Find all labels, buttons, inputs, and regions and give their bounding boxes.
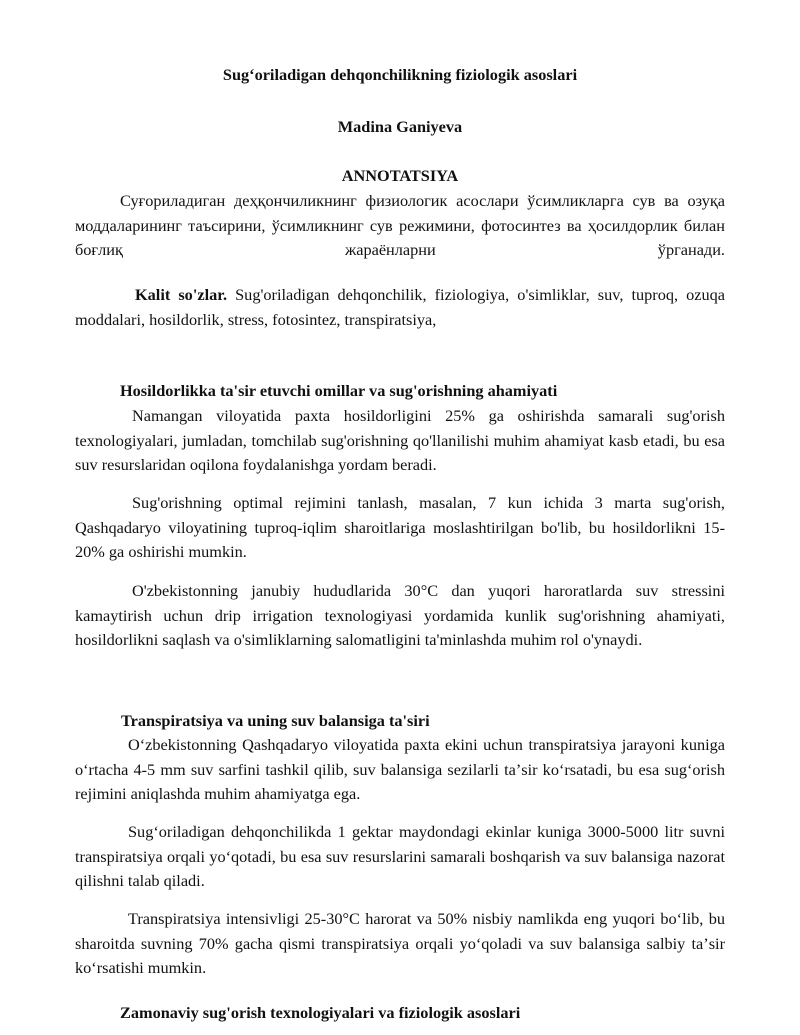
section2-paragraph-1: Oʻzbekistonning Qashqadaryo viloyatida paxta ekini uchun transpiratsiya jarayoni kuniga oʻrtacha 4-5 mm suv sarfini tashkil qilib, suv balansiga sezilarli taʼsir koʻrsatadi, bu esa sugʻorish rejimini aniqlashda muhim ahamiyatga ega. <box>75 735 725 803</box>
author-name: Madina Ganiyeva <box>337 117 463 136</box>
section1-paragraph-1: Namangan viloyatida paxta hosildorligini 25% ga oshirishda samarali sug'orish texnologiyalari, jumladan, tomchilab sug'orishning qo'llanilishi muhim ahamiyat kasb etadi, bu esa suv resurslaridan oqilona foydalanishga yordam beradi. <box>75 406 725 474</box>
keywords-text: Sug'oriladigan dehqonchilik, fiziologiya, o'simliklar, suv, tuproq, ozuqa moddalari, hosildorlik, stress, fotosintez, transpiratsiya, <box>75 285 725 329</box>
section2-paragraph-2: Sugʻoriladigan dehqonchilikda 1 gektar maydondagi ekinlar kuniga 3000-5000 litr suvni transpiratsiya orqali yoʻqotadi, bu esa suv resurslarini samarali boshqarish va suv balansiga nazorat qilishni talab qiladi. <box>75 822 725 890</box>
section2-heading: Transpiratsiya va uning suv balansiga ta'siri <box>121 711 430 730</box>
section1-paragraph-3: O'zbekistonning janubiy hududlarida 30°C dan yuqori haroratlarda suv stressini kamaytirish uchun drip irrigation texnologiyasi yordamida kunlik sug'orishning ahamiyati, hosildorlikni saqlash va o'simliklarning salomatligini ta'minlashda muhim rol o'ynaydi. <box>75 581 725 649</box>
keywords-label: Kalit so'zlar. <box>135 285 228 304</box>
section1-heading: Hosildorlikka ta'sir etuvchi omillar va sug'orishning ahamiyati <box>120 381 558 400</box>
annotation-paragraph: Суғориладиган деҳқончиликнинг физиологик асослари ўсимликларга сув ва озуқа моддаларининг таъсирини, ўсимликнинг сув режимини, фотосинтез ва ҳосилдорлик билан боғлиқ жараёнларни ўрганади. <box>75 191 725 259</box>
annotation-heading: ANNOTATSIYA <box>341 166 459 185</box>
section2-paragraph-3: Transpiratsiya intensivligi 25-30°C harorat va 50% nisbiy namlikda eng yuqori boʻlib, bu sharoitda suvning 70% gacha qismi transpiratsiya orqali yoʻqoladi va suv balansiga salbiy taʼsir koʻrsatishi mumkin. <box>75 909 725 977</box>
document-title: Sugʻoriladigan dehqonchilikning fiziologik asoslari <box>222 65 578 84</box>
section1-paragraph-2: Sug'orishning optimal rejimini tanlash, masalan, 7 kun ichida 3 marta sug'orish, Qashqadaryo viloyatining tuproq-iqlim sharoitlariga moslashtirilgan bo'lib, bu hosildorlikni 15-20% ga oshirishi mumkin. <box>75 493 725 561</box>
keywords-paragraph <box>75 283 725 332</box>
section3-heading: Zamonaviy sug'orish texnologiyalari va fiziologik asoslari <box>120 1003 521 1022</box>
